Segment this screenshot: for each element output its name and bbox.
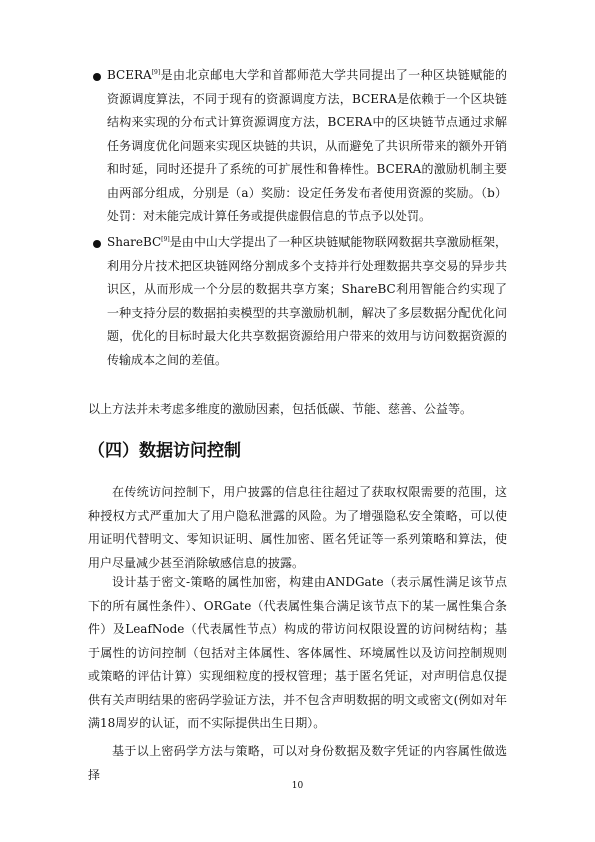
body-paragraph-2: 设计基于密文-策略的属性加密，构建由ANDGate（表示属性满足该节点下的所有属性条件）、ORGate（代表属性集合满足该节点下的某一属性集合条件）及LeafNode（代表属性节点）构成的带访问权限设置的访问树结构；基于属性的访问控制（包括对主体属性、客体属性、环境属性以及访问控制规则或策略的评估计算）实现细粒度的授权管理；基于匿名凭证，对声明信息仅提供有关声明结果的密码学验证方法，并不包含声明数据的明文或密文(例如对年满18周岁的认证，而不实际提供出生日期）。 (88, 575, 507, 730)
bullet-term: ShareBC (107, 235, 162, 249)
section-heading: （四）数据访问控制 (88, 441, 241, 461)
bullet-item-bcera (107, 64, 507, 229)
bullet-paragraph (107, 231, 507, 372)
bullet-dot-icon (93, 73, 101, 81)
summary-paragraph: 以上方法并未考虑多维度的激励因素，包括低碳、节能、慈善、公益等。 (88, 402, 473, 416)
page-number: 10 (291, 781, 304, 791)
body-paragraph-1: 在传统访问控制下，用户披露的信息往往超过了获取权限需要的范围，这种授权方式严重加大了用户隐私泄露的风险。为了增强隐私安全策略，可以使用证明代替明文、零知识证明、属性加密、匿名凭证等一系列策略和算法，使用户尽量减少甚至消除敏感信息的披露。 (88, 485, 507, 570)
bullet-term: BCERA (107, 68, 152, 82)
bullet-text: 是由北京邮电大学和首都师范大学共同提出了一种区块链赋能的资源调度算法，不同于现有的资源调度方法，BCERA是依赖于一个区块链结构来实现的分布式计算资源调度方法，BCERA中的区块链节点通过求解任务调度优化问题来实现区块链的共识，从而避免了共识所带来的额外开销和时延，同时还提升了系统的可扩展性和鲁棒性。BCERA的激励机制主要由两部分组成，分别是（a）奖励：设定任务发布者使用资源的奖励。（b）处罚：对未能完成计算任务或提供虚假信息的节点予以处罚。 (107, 68, 507, 223)
citation-ref: [9] (161, 236, 170, 243)
bullet-text: 是由中山大学提出了一种区块链赋能物联网数据共享激励框架，利用分片技术把区块链网络分割成多个支持并行处理数据共享交易的异步共识区，从而形成一个分层的数据共享方案；ShareBC利用智能合约实现了一种支持分层的数据拍卖模型的共享激励机制，解决了多层数据分配优化问题，优化的目标时最大化共享数据资源给用户带来的效用与访问数据资源的传输成本之间的差值。 (107, 235, 507, 367)
bullet-paragraph (107, 64, 507, 229)
bullet-dot-icon (93, 240, 101, 248)
citation-ref: [9] (151, 69, 161, 76)
body-paragraph-3: 基于以上密码学方法与策略，可以对身份数据及数字凭证的内容属性做选择 (88, 744, 507, 782)
bullet-item-sharebc (107, 231, 507, 372)
